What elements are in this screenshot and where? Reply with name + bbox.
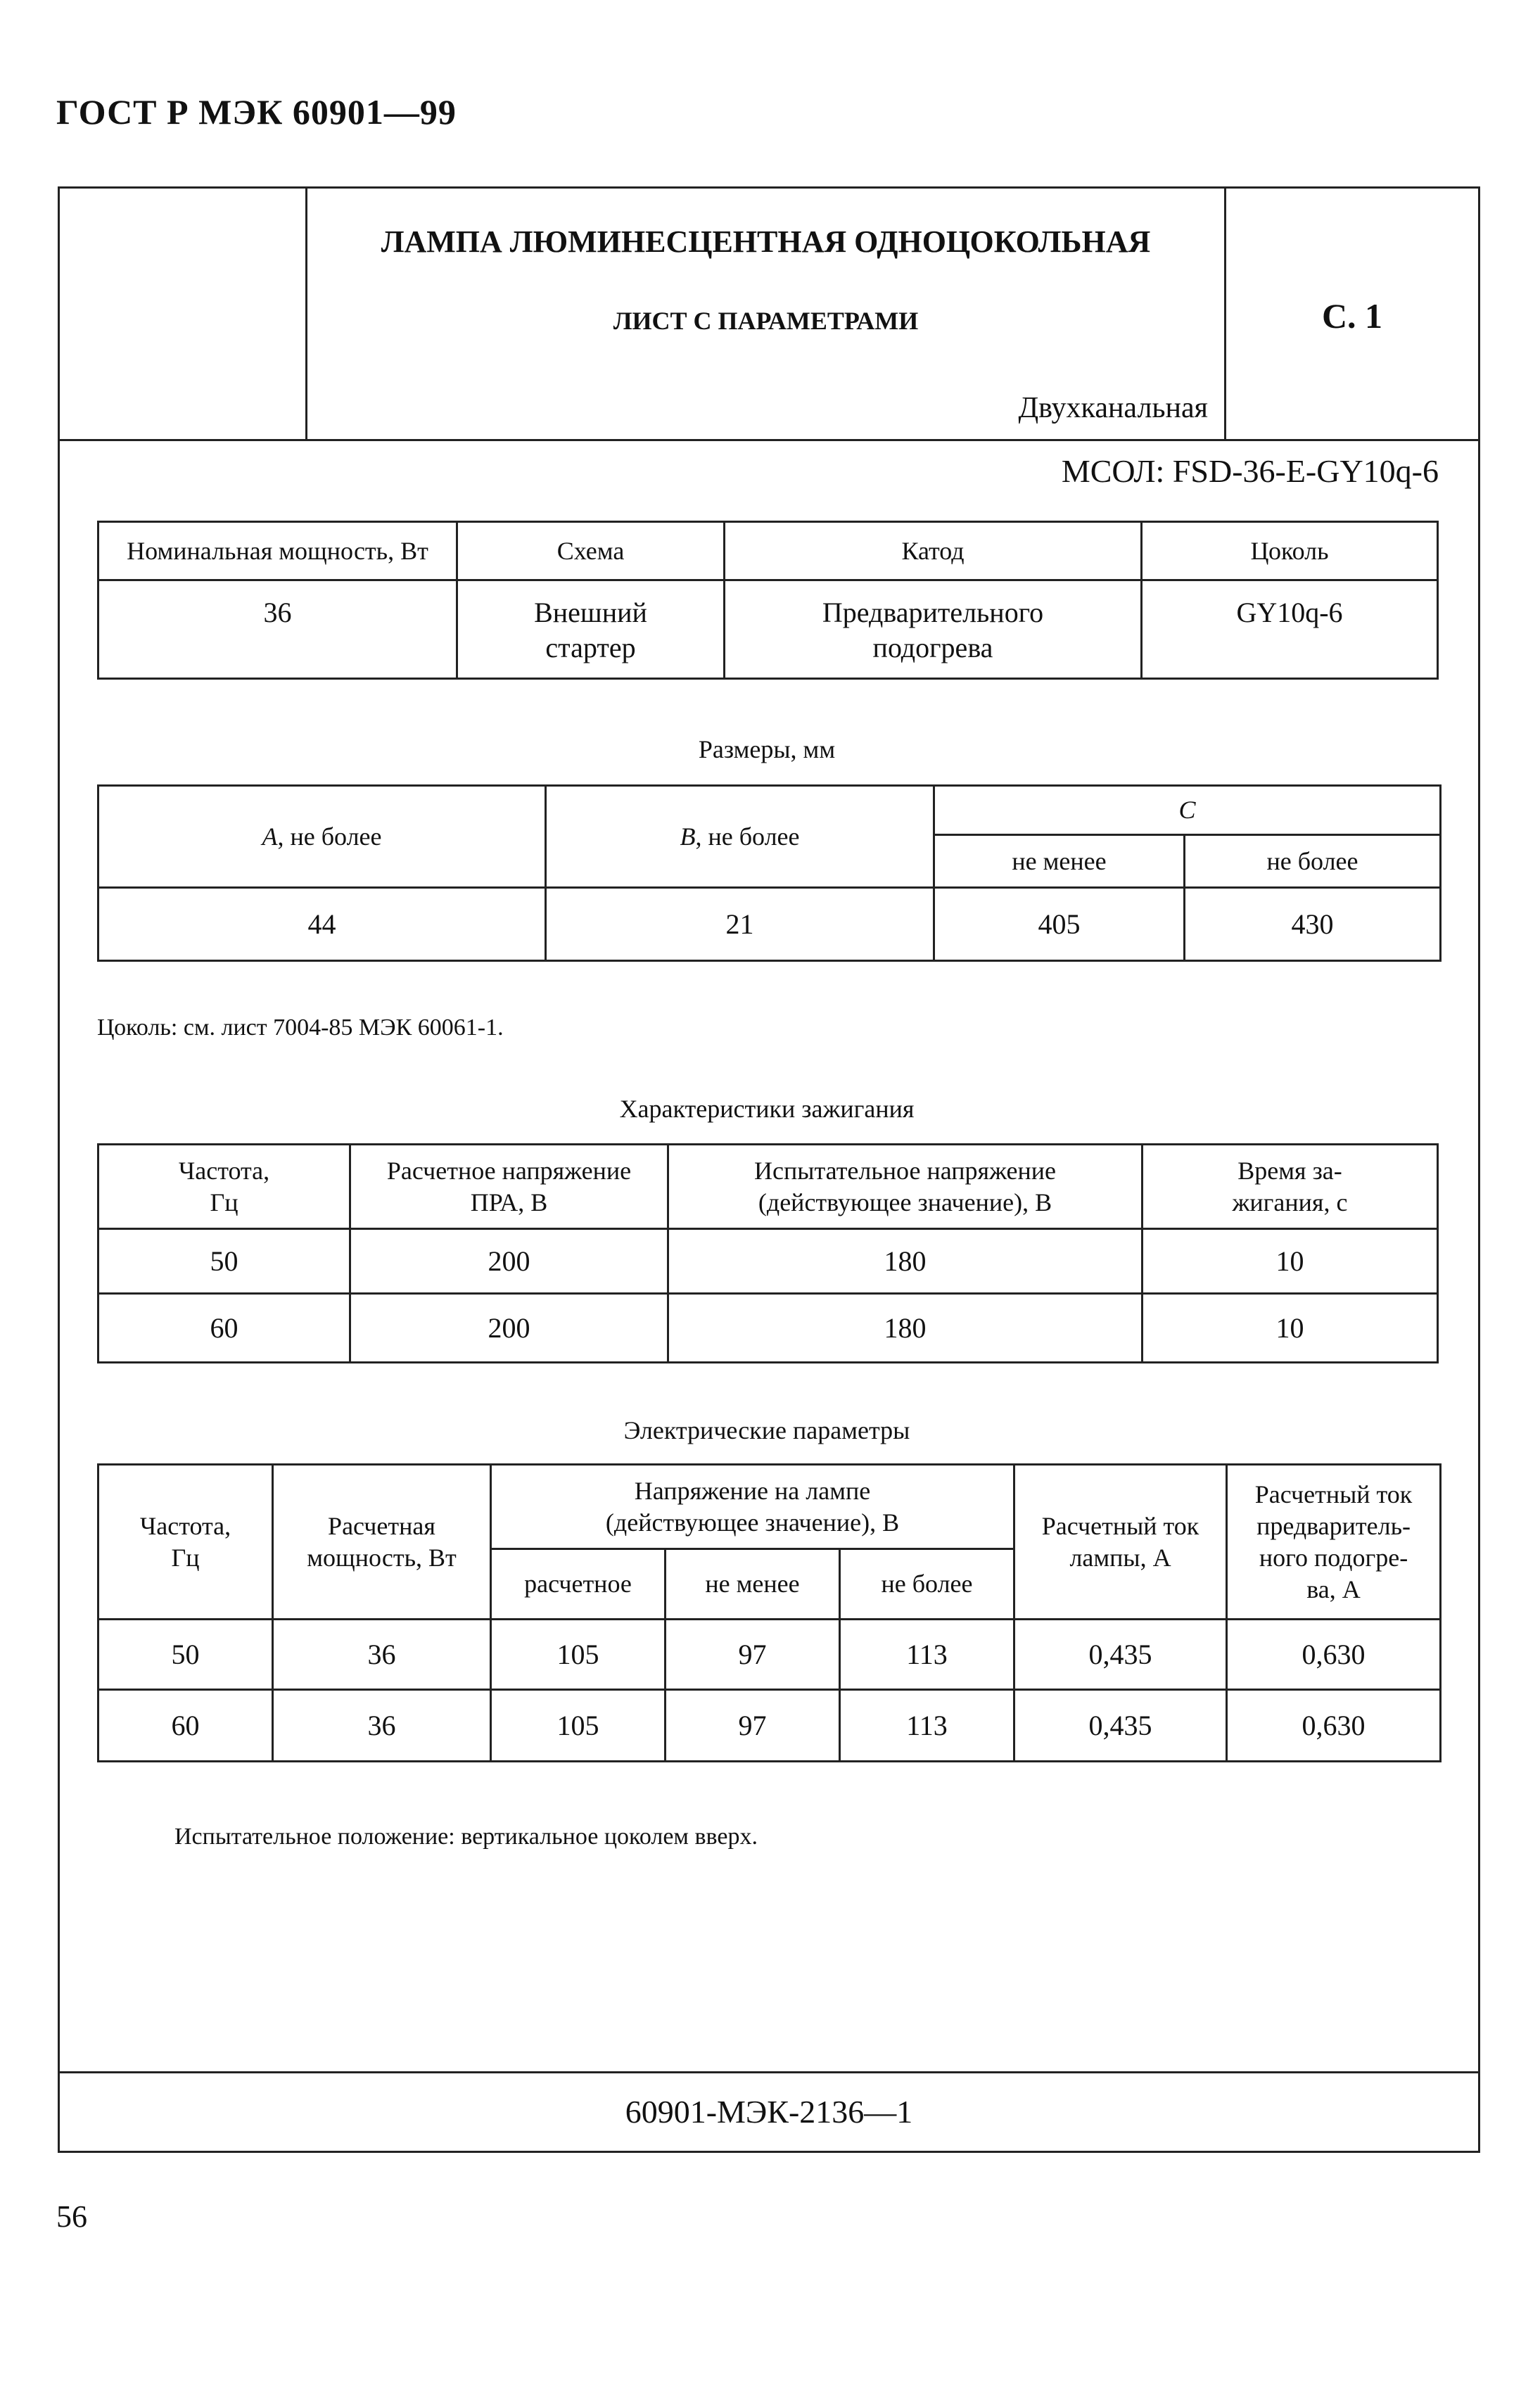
table-row (98, 1229, 1438, 1294)
el-header-v-min: не менее (666, 1549, 840, 1620)
ign-header-frequency: Частота, Гц (98, 1145, 350, 1229)
header-cathode: Катод (725, 522, 1142, 580)
main-parameters-table (97, 521, 1439, 680)
header-scheme: Схема (457, 522, 725, 580)
header-power: Номинальная мощность, Вт (98, 522, 457, 580)
dim-c-min-header: не менее (934, 835, 1185, 888)
dim-b-value: 21 (546, 888, 934, 961)
page-number: 56 (56, 2199, 87, 2234)
el-cell: 0,630 (1227, 1620, 1441, 1690)
el-header-v-rated: расчетное (491, 1549, 666, 1620)
ignition-table (97, 1143, 1439, 1363)
base-note: Цоколь: см. лист 7004-85 МЭК 60061-1. (97, 1015, 504, 1041)
sheet-subtitle: ЛИСТ С ПАРАМЕТРАМИ (613, 307, 919, 335)
el-cell: 0,435 (1014, 1690, 1227, 1762)
el-cell: 97 (666, 1620, 840, 1690)
dimensions-caption: Размеры, мм (698, 735, 836, 763)
el-header-power: Расчетная мощность, Вт (273, 1465, 491, 1620)
el-header-current: Расчетный ток лампы, А (1014, 1465, 1227, 1620)
value-power: 36 (98, 580, 457, 679)
dim-c-header: C (934, 786, 1441, 835)
dimensions-table (97, 784, 1442, 962)
ign-cell: 10 (1143, 1294, 1438, 1363)
dim-b-header: B, не более (546, 786, 934, 888)
table-row (98, 1690, 1441, 1762)
ign-header-ballast-voltage: Расчетное напряжение ПРА, В (350, 1145, 668, 1229)
header-divider (58, 439, 1480, 441)
el-cell: 36 (273, 1690, 491, 1762)
ign-cell: 180 (668, 1294, 1143, 1363)
el-cell: 97 (666, 1690, 840, 1762)
el-cell: 113 (840, 1690, 1014, 1762)
ign-header-time: Время за- жигания, с (1143, 1145, 1438, 1229)
table-row (98, 1620, 1441, 1690)
value-cathode: Предварительного подогрева (725, 580, 1142, 679)
ign-cell: 50 (98, 1229, 350, 1294)
el-cell: 105 (491, 1690, 666, 1762)
electrical-table (97, 1463, 1442, 1762)
el-cell: 36 (273, 1620, 491, 1690)
document-title: ГОСТ Р МЭК 60901—99 (56, 92, 457, 132)
electrical-caption: Электрические параметры (623, 1416, 910, 1444)
el-cell: 60 (98, 1690, 273, 1762)
el-header-voltage: Напряжение на лампе (действующее значение), В (491, 1465, 1014, 1549)
value-base: GY10q-6 (1142, 580, 1438, 679)
el-cell: 0,435 (1014, 1620, 1227, 1690)
el-header-frequency: Частота, Гц (98, 1465, 273, 1620)
dim-c-max-value: 430 (1185, 888, 1441, 961)
lamp-code: МСОЛ: FSD-36-E-GY10q-6 (1061, 453, 1439, 489)
el-cell: 50 (98, 1620, 273, 1690)
sheet-page-label: С. 1 (1321, 296, 1383, 336)
footer-code: 60901-МЭК-2136—1 (625, 2094, 913, 2130)
dim-a-header: A, не более (98, 786, 546, 888)
table-row (98, 1294, 1438, 1363)
ign-cell: 200 (350, 1229, 668, 1294)
header-left-cell (58, 186, 307, 441)
footer-divider (58, 2071, 1480, 2073)
sheet-title: ЛАМПА ЛЮМИНЕСЦЕНТНАЯ ОДНОЦОКОЛЬНАЯ (381, 224, 1151, 259)
sheet-type: Двухканальная (1018, 392, 1208, 424)
dim-c-min-value: 405 (934, 888, 1185, 961)
ign-cell: 60 (98, 1294, 350, 1363)
el-header-v-max: не более (840, 1549, 1014, 1620)
el-cell: 113 (840, 1620, 1014, 1690)
ign-header-test-voltage: Испытательное напряжение (действующее значение), В (668, 1145, 1143, 1229)
dim-a-value: 44 (98, 888, 546, 961)
el-header-preheat-current: Расчетный ток предваритель- ного подогре- ва, А (1227, 1465, 1441, 1620)
el-cell: 105 (491, 1620, 666, 1690)
ign-cell: 200 (350, 1294, 668, 1363)
ign-cell: 180 (668, 1229, 1143, 1294)
el-cell: 0,630 (1227, 1690, 1441, 1762)
test-position-note: Испытательное положение: вертикальное цоколем вверх. (174, 1824, 758, 1850)
ignition-caption: Характеристики зажигания (619, 1095, 915, 1123)
ign-cell: 10 (1143, 1229, 1438, 1294)
dim-c-max-header: не более (1185, 835, 1441, 888)
value-scheme: Внешний стартер (457, 580, 725, 679)
header-base: Цоколь (1142, 522, 1438, 580)
